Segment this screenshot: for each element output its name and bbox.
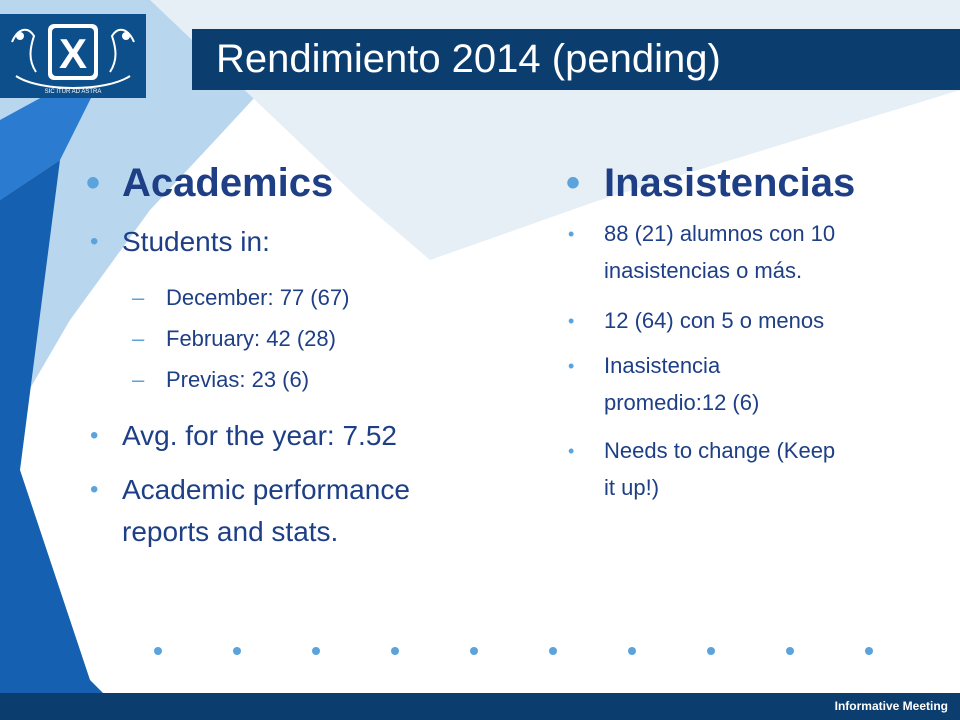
bullet-icon: • — [86, 161, 101, 205]
february-item: February: 42 (28) — [166, 326, 336, 351]
inasistencias-item-1-line2: inasistencias o más. — [604, 258, 803, 283]
footer-bar — [0, 693, 960, 720]
svg-text:SIC ITUR AD ASTRA: SIC ITUR AD ASTRA — [44, 89, 102, 95]
title-bar — [192, 29, 960, 90]
decorative-dot-row — [154, 643, 874, 657]
dot-icon — [391, 647, 399, 655]
dot-icon — [233, 647, 241, 655]
year-average-item: Avg. for the year: 7.52 — [122, 420, 397, 451]
slide-title: Rendimiento 2014 (pending) — [216, 37, 721, 81]
dash-icon: – — [132, 367, 145, 392]
bullet-icon: • — [566, 161, 581, 205]
bullet-icon: • — [568, 224, 575, 244]
dot-icon — [628, 647, 636, 655]
dot-icon — [312, 647, 320, 655]
dash-icon: – — [132, 326, 145, 351]
dot-icon — [707, 647, 715, 655]
dot-icon — [786, 647, 794, 655]
inasistencias-item-2: 12 (64) con 5 o menos — [604, 308, 825, 333]
inasistencias-heading: Inasistencias — [604, 161, 856, 205]
dot-icon — [865, 647, 873, 655]
bullet-icon: • — [90, 476, 99, 503]
inasistencias-item-3-line2: promedio:12 (6) — [604, 390, 760, 415]
inasistencias-item-1: 88 (21) alumnos con 10 — [604, 221, 836, 246]
inasistencias-item-4: Needs to change (Keep — [604, 438, 836, 463]
dash-icon: – — [132, 285, 145, 310]
students-in-label: Students in: — [122, 226, 270, 257]
bullet-icon: • — [568, 441, 575, 461]
dot-icon — [154, 647, 162, 655]
dot-icon — [549, 647, 557, 655]
footer-label: Informative Meeting — [834, 699, 948, 713]
previas-item: Previas: 23 (6) — [166, 367, 310, 392]
bullet-icon: • — [90, 422, 99, 449]
school-crest-icon — [0, 14, 146, 98]
bullet-icon: • — [568, 356, 575, 376]
academics-heading: Academics — [122, 161, 334, 205]
inasistencias-item-4-line2: it up!) — [604, 475, 660, 500]
school-logo — [0, 14, 146, 98]
bullet-icon: • — [90, 228, 99, 255]
december-item: December: 77 (67) — [166, 285, 350, 310]
inasistencias-item-3: Inasistencia — [604, 353, 721, 378]
dot-icon — [470, 647, 478, 655]
svg-text:X: X — [58, 30, 88, 77]
bullet-icon: • — [568, 311, 575, 331]
performance-item: Academic performance — [122, 474, 410, 505]
performance-item-line2: reports and stats. — [122, 516, 339, 547]
